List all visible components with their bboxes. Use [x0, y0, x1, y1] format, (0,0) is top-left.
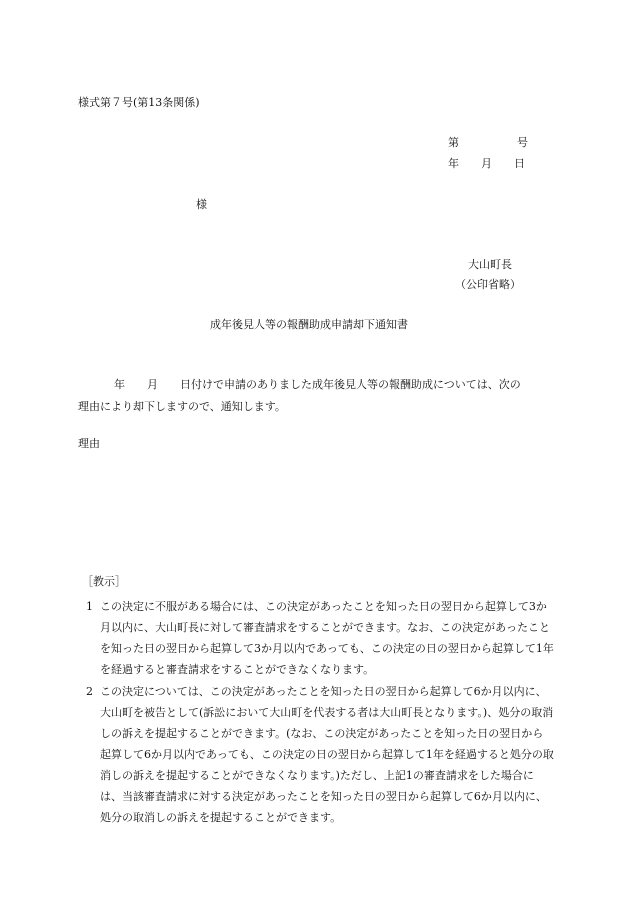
notice-item-number: 1 — [86, 600, 93, 613]
date-year: 年 — [448, 157, 459, 170]
document-title: 成年後見人等の報酬助成申請却下通知書 — [210, 318, 408, 331]
reason-label: 理由 — [78, 437, 100, 450]
notice-item-text: この決定については、この決定があったことを知った日の翌日から起算して6か月以内に、大山町を被告として(訴訟において大山町を代表する者は大山町長となります。)、処分の取消しの訴えを提起することができます。(なお、この決定があったことを知った日の翌日から起算して6か月以内であっても、この決定の日の翌日から起算して1年を経過すると処分の取消しの訴えを提起することができなくなります。)ただし、上記1の審査請求をした場合には、当該審査請求に対する決定があったことを知った日の翌日から起算して6か月以内に、処分の取消しの訴えを提起することができます。 — [100, 685, 554, 824]
notice-item-number: 2 — [86, 685, 93, 698]
addressee-honorific: 様 — [196, 198, 207, 211]
notice-item — [86, 681, 554, 828]
body-text — [78, 374, 553, 418]
date-line — [448, 155, 525, 173]
date-month: 月 — [481, 157, 492, 170]
body-line-2: 理由により却下しますので、通知します。 — [78, 400, 286, 413]
form-header: 様式第７号(第13条関係) — [78, 96, 200, 109]
body-month: 月 — [147, 378, 158, 391]
body-line-1 — [78, 374, 553, 396]
notice-heading: ［教示］ — [82, 575, 126, 588]
date-day: 日 — [514, 157, 525, 170]
issuer-title: 大山町長 — [468, 258, 512, 271]
doc-number-prefix: 第 — [448, 136, 459, 149]
notice-item-text: この決定に不服がある場合には、この決定があったことを知った日の翌日から起算して3か月以内に、大山町長に対して審査請求をすることができます。なお、この決定があったことを知った日の翌日から起算して3か月以内であっても、この決定の日の翌日から起算して1年を経過すると審査請求をすることができなくなります。 — [100, 600, 554, 676]
body-year: 年 — [114, 378, 125, 391]
body-line-1-rest: 日付けで申請のありました成年後見人等の報酬助成については、次の — [180, 378, 521, 391]
notice-item — [86, 596, 554, 680]
issuer-seal-note: （公印省略） — [455, 278, 521, 291]
document-number-line — [448, 134, 528, 152]
doc-number-suffix: 号 — [517, 136, 528, 149]
